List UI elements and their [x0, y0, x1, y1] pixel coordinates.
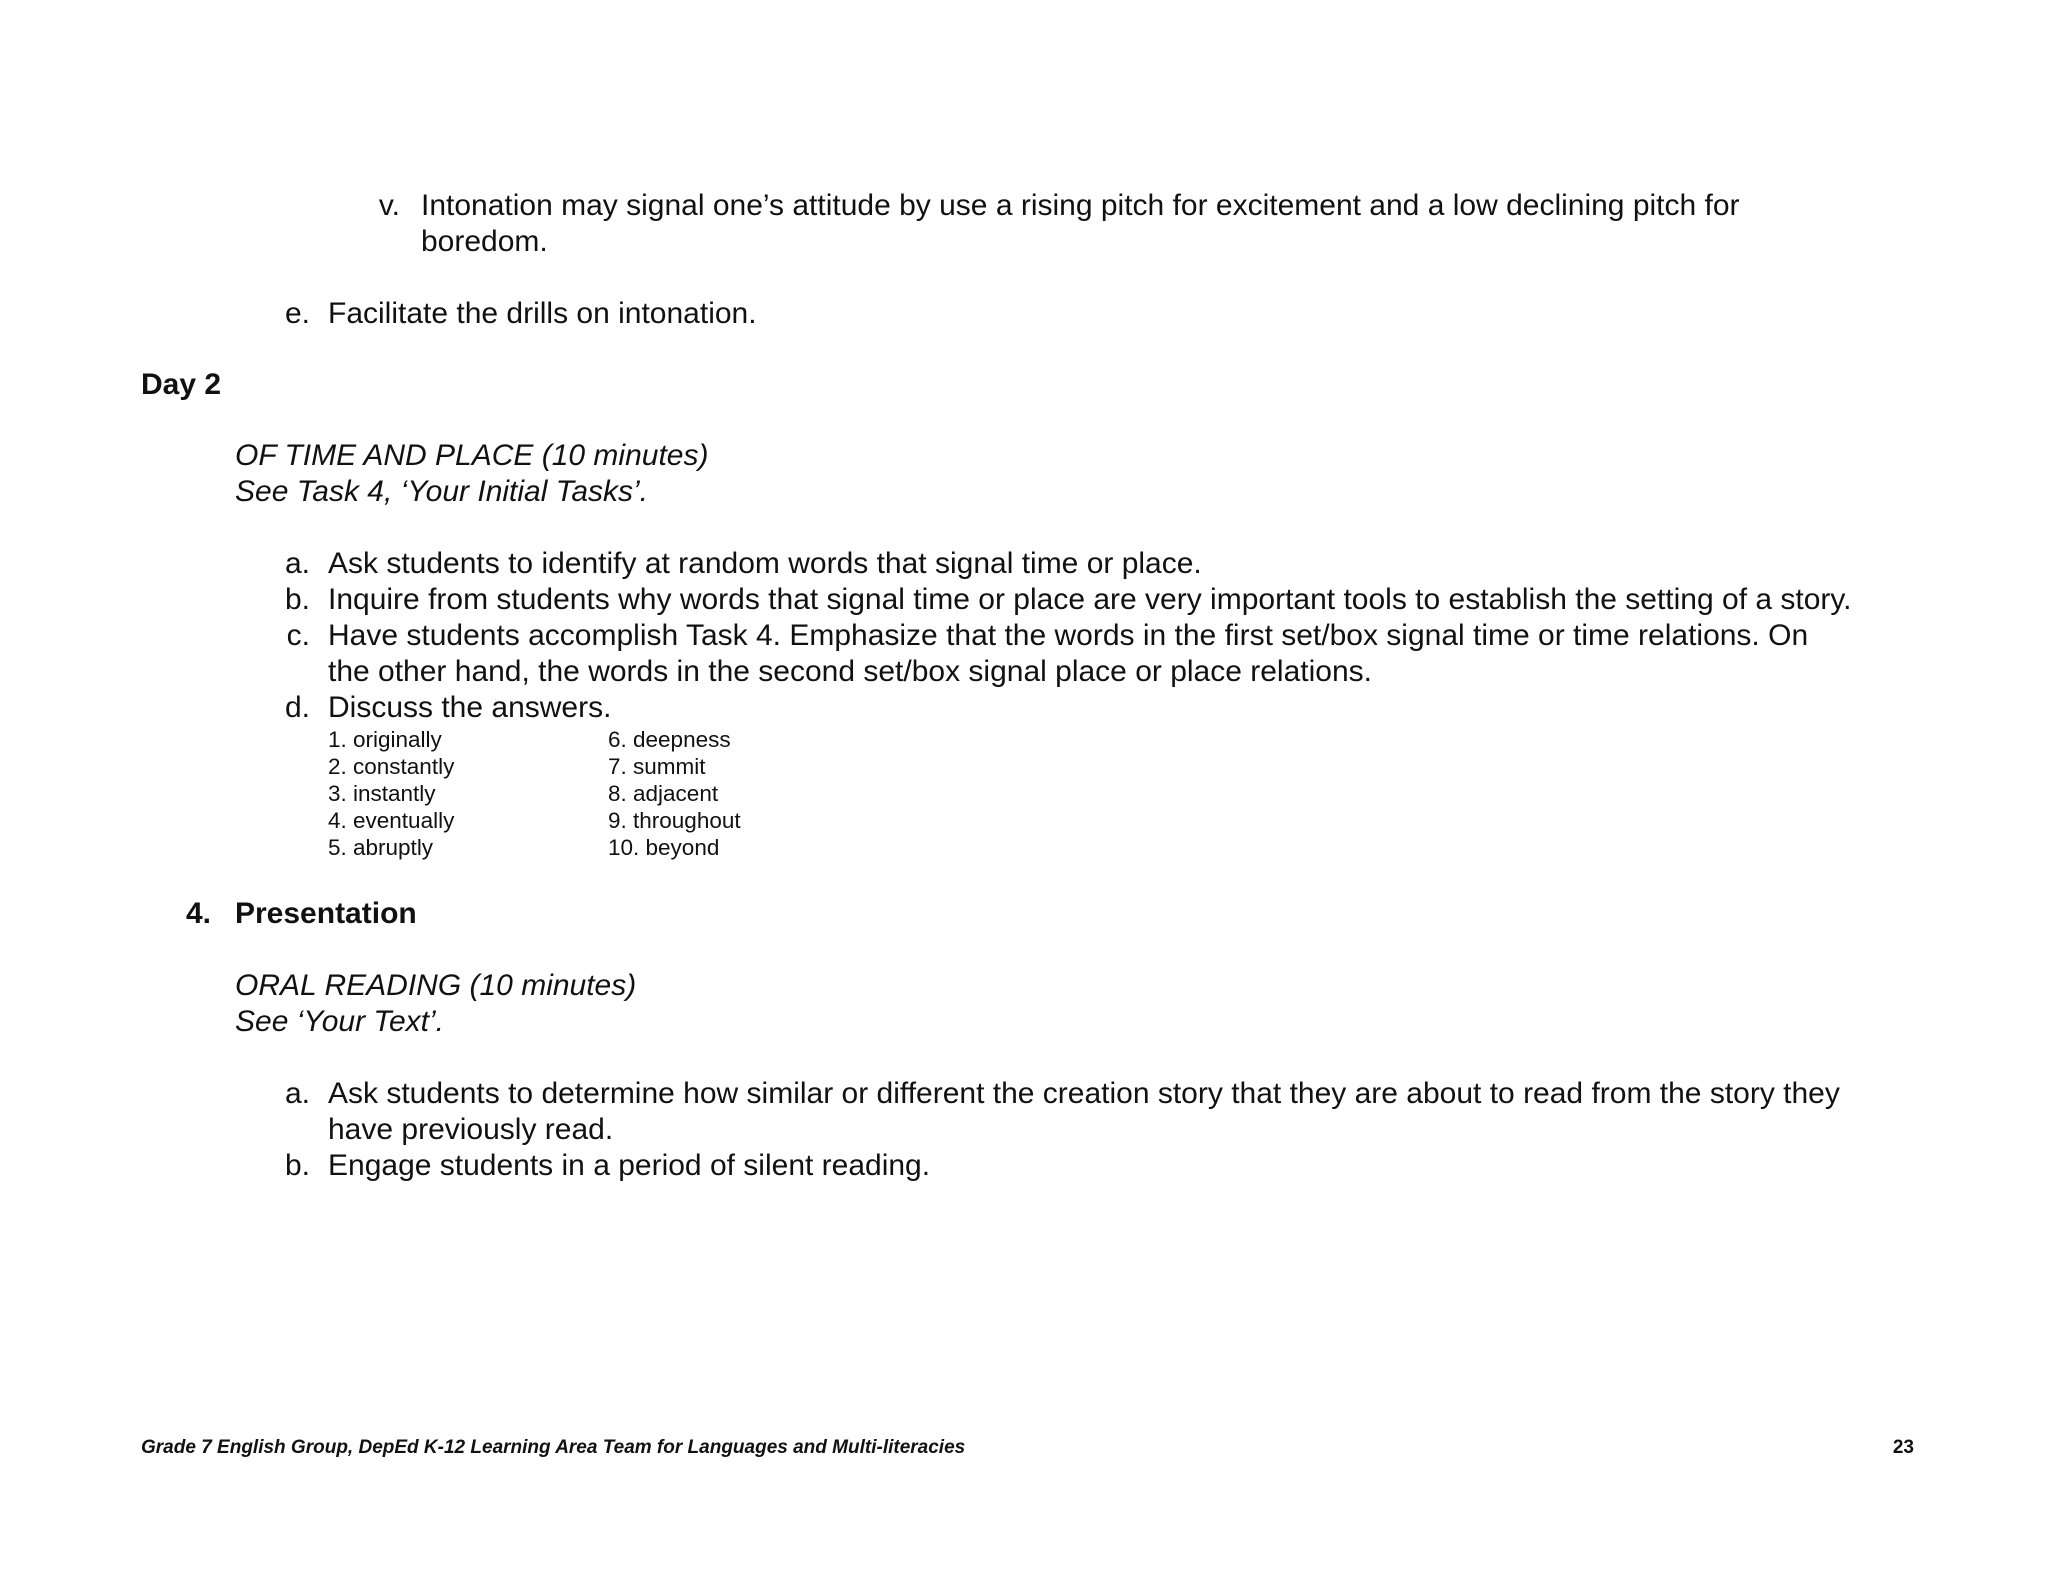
answer-item: 8. adjacent: [608, 781, 719, 806]
answer-item: 10. beyond: [608, 835, 720, 860]
presentation-step-b-text: Engage students in a period of silent reading.: [328, 1149, 931, 1182]
presentation-number: 4.: [186, 897, 212, 930]
presentation-activity-ref: See ‘Your Text’.: [235, 1005, 445, 1038]
presentation-step-b-marker: b.: [284, 1149, 310, 1182]
answer-item: 2. constantly: [328, 754, 455, 779]
item-e-text: Facilitate the drills on intonation.: [328, 297, 757, 330]
answer-item: 7. summit: [608, 754, 706, 779]
day2-step-c-marker: c.: [286, 619, 310, 652]
answers-column-2: [608, 726, 741, 861]
answer-item: 1. originally: [328, 727, 442, 752]
presentation-step-a-line1: Ask students to determine how similar or different the creation story that they are about to read from the story they: [328, 1077, 1840, 1110]
list-marker-v: v.: [378, 189, 400, 222]
day2-step-b-marker: b.: [284, 583, 310, 616]
intonation-note-line2: boredom.: [421, 225, 548, 258]
answers-column-1: [328, 726, 454, 861]
day2-heading: Day 2: [141, 368, 222, 401]
presentation-activity-title: ORAL READING (10 minutes): [235, 969, 637, 1002]
presentation-step-a-line2: have previously read.: [328, 1113, 614, 1146]
list-marker-e: e.: [284, 297, 310, 330]
presentation-step-a-marker: a.: [284, 1077, 310, 1110]
day2-step-c-line1: Have students accomplish Task 4. Emphasize that the words in the first set/box signal time or time relations. On: [328, 619, 1809, 652]
answer-item: 3. instantly: [328, 781, 436, 806]
answer-item: 6. deepness: [608, 727, 731, 752]
day2-step-a-marker: a.: [284, 547, 310, 580]
day2-step-b-text: Inquire from students why words that signal time or place are very important tools to establish the setting of a story.: [328, 583, 1852, 616]
intonation-note-line1: Intonation may signal one’s attitude by use a rising pitch for excitement and a low declining pitch for: [421, 189, 1740, 222]
answer-item: 4. eventually: [328, 808, 455, 833]
day2-step-c-line2: the other hand, the words in the second set/box signal place or place relations.: [328, 655, 1372, 688]
presentation-heading: Presentation: [235, 897, 417, 930]
page-number: 23: [1892, 1437, 1914, 1458]
day2-step-d-marker: d.: [284, 691, 310, 724]
day2-activity-ref: See Task 4, ‘Your Initial Tasks’.: [235, 475, 648, 508]
answer-item: 5. abruptly: [328, 835, 434, 860]
day2-step-a-text: Ask students to identify at random words that signal time or place.: [328, 547, 1202, 580]
answer-item: 9. throughout: [608, 808, 741, 833]
day2-step-d-text: Discuss the answers.: [328, 691, 612, 724]
day2-activity-title: OF TIME AND PLACE (10 minutes): [235, 439, 709, 472]
footer-credit: Grade 7 English Group, DepEd K-12 Learning Area Team for Languages and Multi-literacies: [141, 1437, 966, 1458]
